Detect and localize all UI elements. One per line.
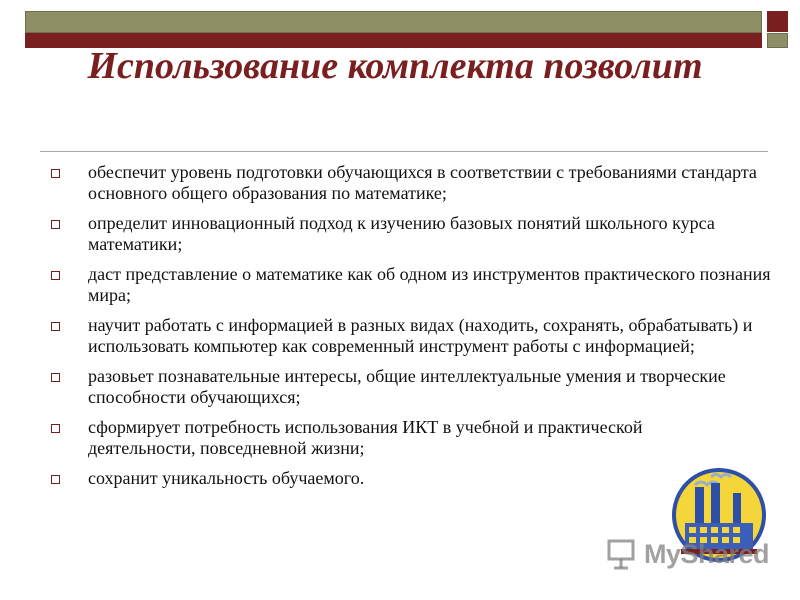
square-bullet-icon xyxy=(51,271,60,280)
square-bullet-icon xyxy=(51,475,60,484)
list-item xyxy=(48,417,778,459)
list-item xyxy=(48,213,778,255)
list-item xyxy=(48,264,778,306)
list-item xyxy=(48,468,778,489)
list-item-text: научит работать с информацией в разных видах (находить, сохранять, обрабатывать) и использовать компьютер как современный инструмент работы с информацией; xyxy=(88,315,753,356)
title-divider xyxy=(40,151,768,152)
square-bullet-icon xyxy=(51,322,60,331)
presentation-board-icon xyxy=(606,537,640,571)
bullet-list xyxy=(48,162,778,498)
watermark xyxy=(606,532,769,576)
header-square-maroon xyxy=(767,11,788,32)
list-item-text: разовьет познавательные интересы, общие интеллектуальные умения и творческие способности обучающихся; xyxy=(88,366,726,407)
list-item-text: даст представление о математике как об одном из инструментов практического познания мира; xyxy=(88,264,771,305)
square-bullet-icon xyxy=(51,373,60,382)
list-item-text: обеспечит уровень подготовки обучающихся в соответствии с требованиями стандарта основного общего образования по математике; xyxy=(88,162,757,203)
square-bullet-icon xyxy=(51,169,60,178)
list-item-text: сохранит уникальность обучаемого. xyxy=(88,468,365,488)
list-item xyxy=(48,162,778,204)
watermark-text: MyShared xyxy=(644,538,770,569)
square-bullet-icon xyxy=(51,220,60,229)
square-bullet-icon xyxy=(51,424,60,433)
header-bar-olive xyxy=(25,11,762,33)
list-item xyxy=(48,315,778,357)
list-item-text: определит инновационный подход к изучению базовых понятий школьного курса математики; xyxy=(88,213,715,254)
list-item-text: сформирует потребность использования ИКТ в учебной и практической деятельности, повседневной жизни; xyxy=(88,417,643,458)
list-item xyxy=(48,366,778,408)
header-square-olive xyxy=(767,33,788,48)
slide-title: Использование комплекта позволит xyxy=(87,45,703,87)
